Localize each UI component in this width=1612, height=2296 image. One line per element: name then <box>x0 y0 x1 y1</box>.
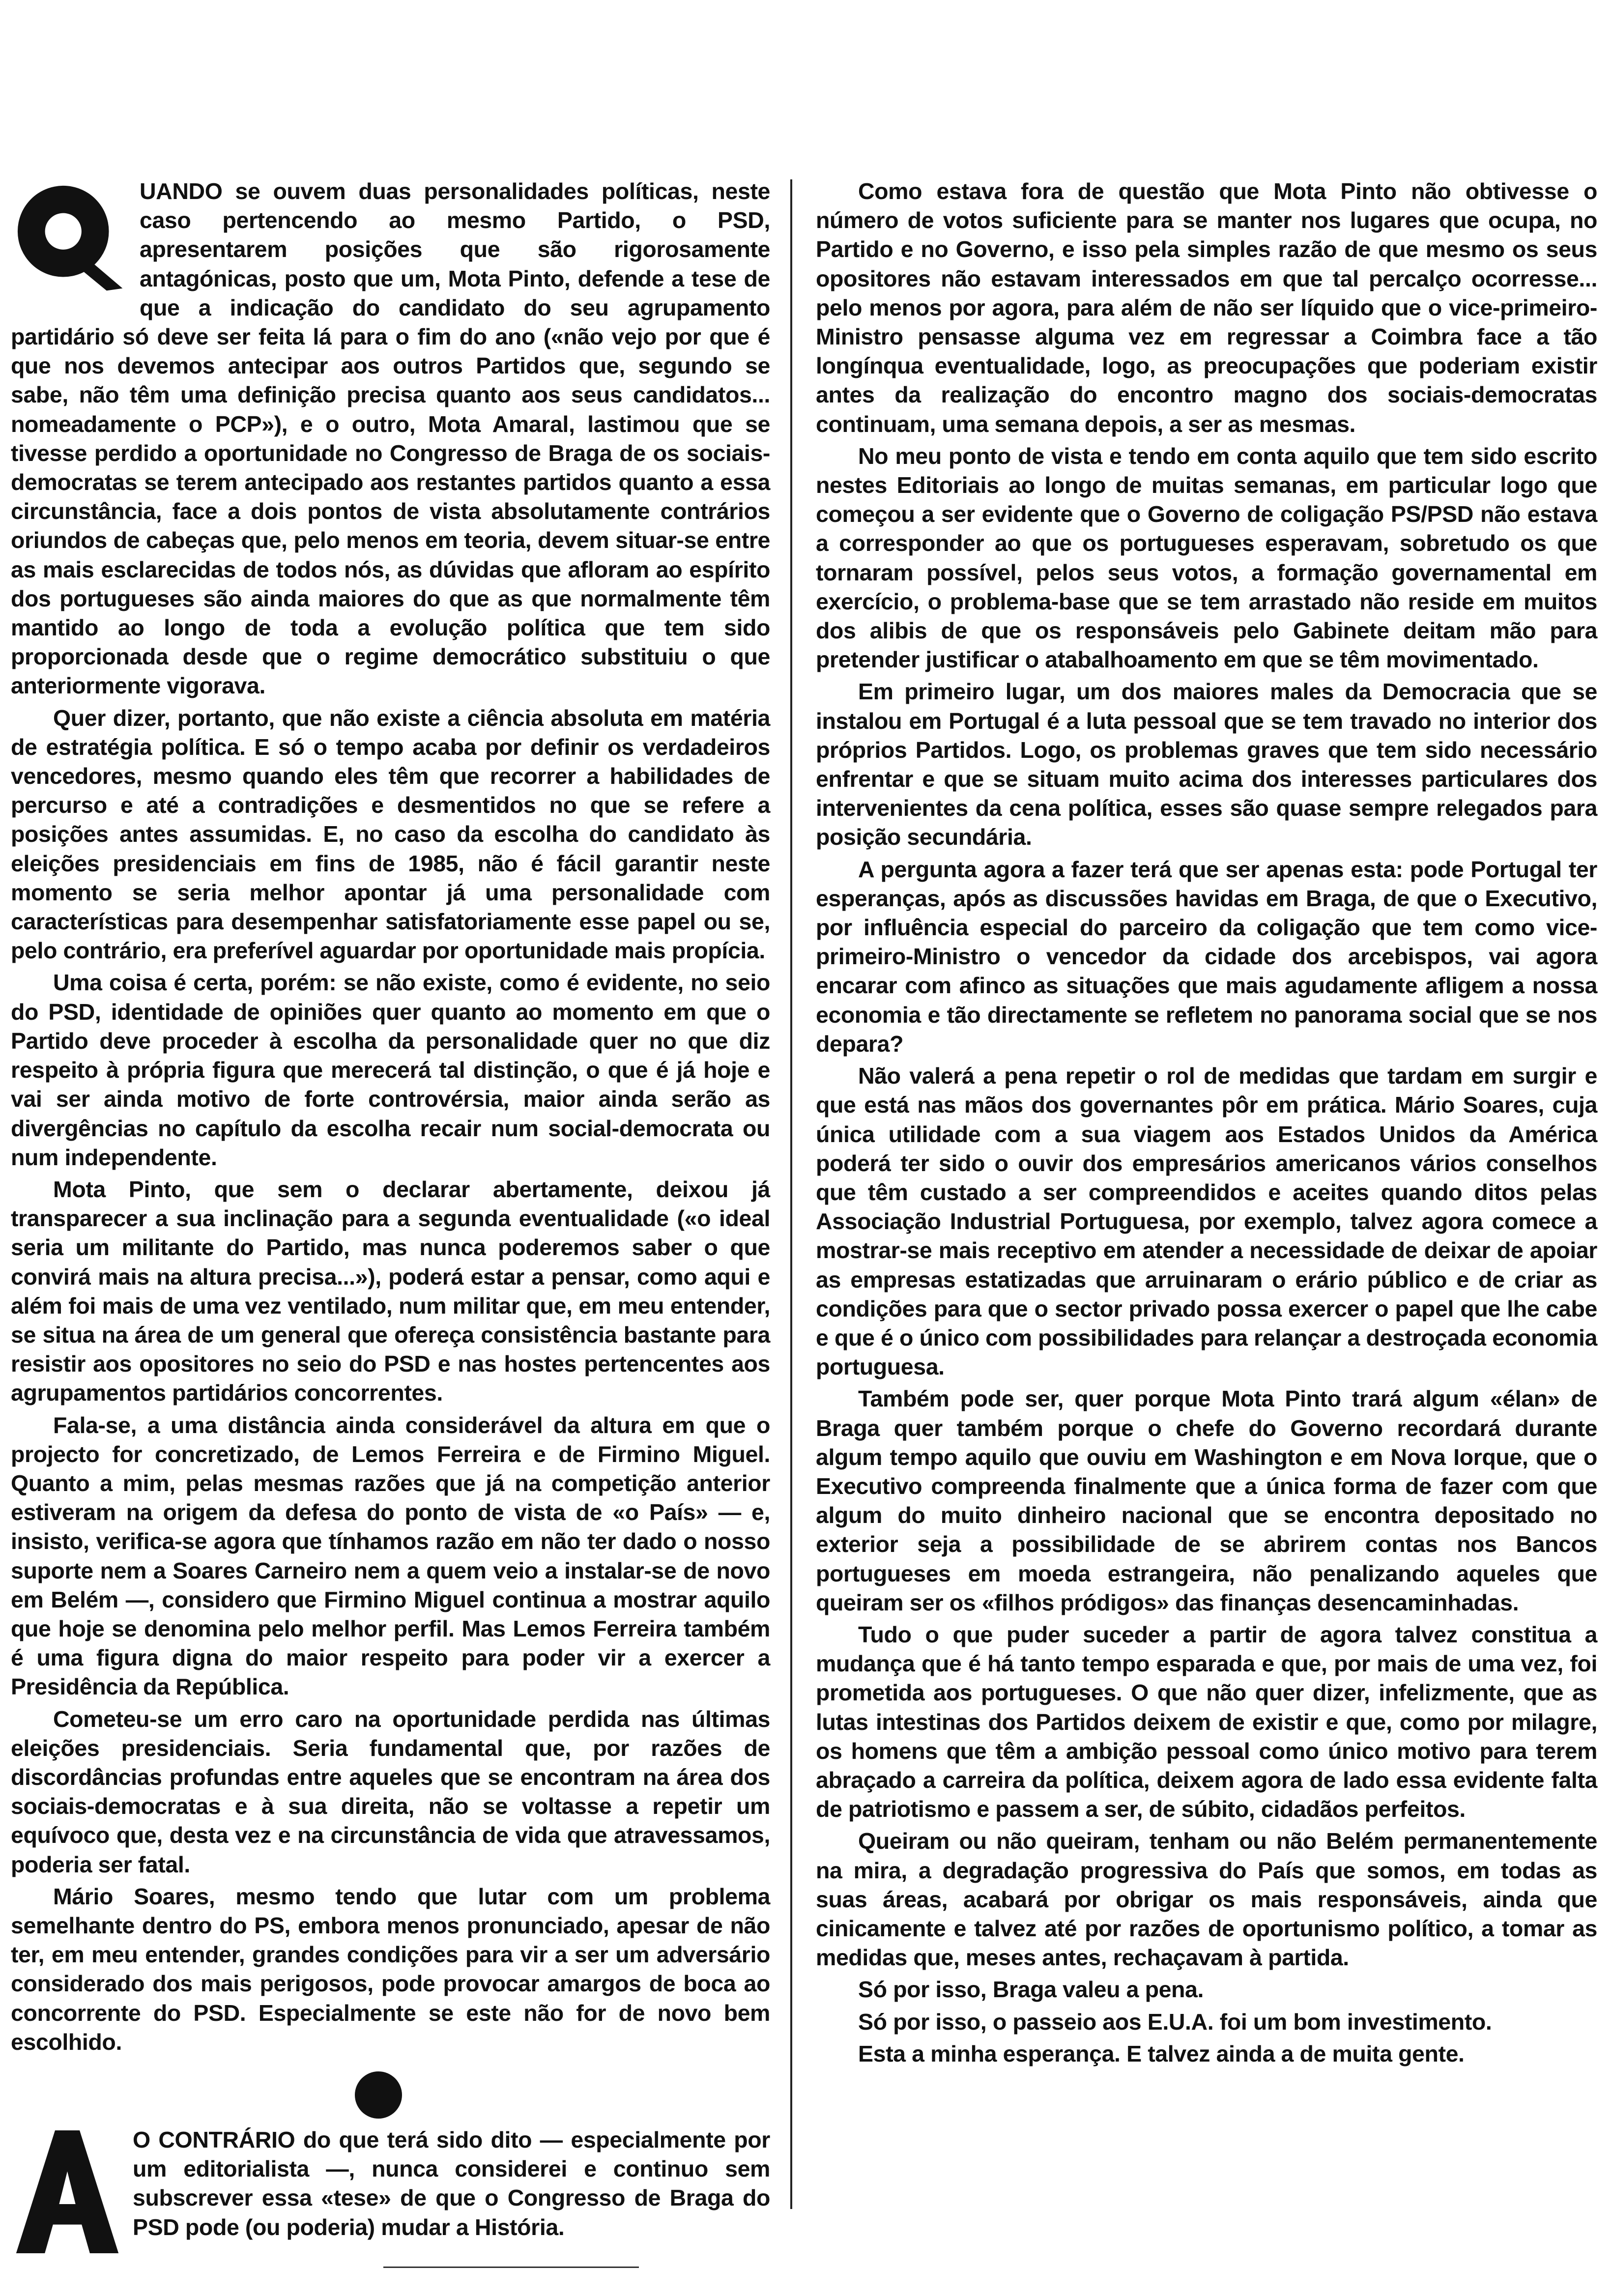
bottom-rule <box>383 2267 639 2268</box>
article-paragraph: Como estava fora de questão que Mota Pinto não obtivesse o número de votos suficiente para se manter nos lugares que ocupa, no Partido e no Governo, e isso pela simples razão de que mesmo os seus opositores não estavam interessados em que tal percalço ocorresse... pelo menos por agora, para além de não ser líquido que o vice-primeiro-Ministro pensasse alguma vez em regressar a Coimbra face a tão longínqua eventualidade, logo, as preocupações que poderiam existir antes da realização do encontro magno dos sociais-democratas continuam, uma semana depois, a ser as mesmas. <box>816 178 1597 437</box>
dropcap-q <box>11 179 125 293</box>
article-paragraph: Mota Pinto, que sem o declarar abertamente, deixou já transparecer a sua inclinação para a segunda eventualidade («o ideal seria um militante do Partido, mas nunca poderemos saber o que convirá mais na altura precisa...»), poderá estar a pensar, como aqui e além foi mais de uma vez ventilado, num militar que, em meu entender, se situa na área de um general que ofereça consistência bastante para resistir aos opositores no seio do PSD e nas hostes pertencentes aos agrupamentos partidários concorrentes. <box>11 1176 770 1406</box>
article-paragraph: Quer dizer, portanto, que não existe a ciência absoluta em matéria de estratégia política. E só o tempo acaba por definir os verdadeiros vencedores, mesmo quando eles têm que recorrer a habilidades de percurso e até a contradições e desmentidos no que se refere a posições antes assumidas. E, no caso da escolha do candidato às eleições presidenciais em fins de 1985, não é fácil garantir neste momento se seria melhor apontar já uma personalidade com características para desempenhar satisfatoriamente esse papel ou se, pelo contrário, era preferível aguardar por oportunidade mais propícia. <box>11 705 770 964</box>
dropcap-a-glyph <box>16 2130 119 2253</box>
left-column <box>11 177 770 2253</box>
article-paragraph: Cometeu-se um erro caro na oportunidade perdida nas últimas eleições presidenciais. Seria fundamental que, por razões de discordâncias profundas entre aqueles que se encontram na área dos sociais-democratas e à sua direita, não se voltasse a repetir um equívoco que, desta vez e na circunstância de vida que atravessamos, poderia ser fatal. <box>11 1706 770 1877</box>
article-paragraph: A pergunta agora a fazer terá que ser apenas esta: pode Portugal ter esperanças, após as discussões havidas em Braga, de que o Executivo, por influência especial do parceiro da coligação que tem como vice-primeiro-Ministro o vencedor da cidade dos arcebispos, vai agora encarar com afinco as situações que mais agudamente afligem a nossa economia e tão directamente se refletem no panorama social que se nos depara? <box>816 856 1597 1057</box>
article-paragraph: Queiram ou não queiram, tenham ou não Belém permanentemente na mira, a degradação progressiva do País que somos, em todas as suas áreas, acabará por obrigar os mais responsáveis, ainda que cinicamente e talvez até por razões de oportunismo político, a tomar as medidas que, meses antes, rechaçavam à partida. <box>816 1828 1597 1971</box>
article-paragraph: Fala-se, a uma distância ainda considerável da altura em que o projecto for concretizado, de Lemos Ferreira e de Firmino Miguel. Quanto a mim, pelas mesmas razões que já na competição anterior estiveram na origem da defesa do ponto de vista de «o País» — e, insisto, verifica-se agora que tínhamos razão em não ter dado o nosso suporte nem a Soares Carneiro nem a quem veio a instalar-se de novo em Belém —, considero que Firmino Miguel continua a mostrar aquilo que hoje se denomina pelo melhor perfil. Mas Lemos Ferreira também é uma figura digna do maior respeito para poder vir a exercer a Presidência da República. <box>11 1412 770 1700</box>
closing-paragraph: O CONTRÁRIO do que terá sido dito — especialmente por um editorialista —, nunca considerei e continuo sem subscrever essa «tese» de que o Congresso de Braga do PSD pode (ou poderia) mudar a História. <box>133 2127 770 2240</box>
right-column <box>816 177 1597 2071</box>
dropcap-q-glyph <box>11 179 125 293</box>
article-paragraph: Em primeiro lugar, um dos maiores males da Democracia que se instalou em Portugal é a luta pessoal que se tem travado no interior dos próprios Partidos. Logo, os problemas graves que tem sido necessário enfrentar e que se situam muito acima dos interesses particulares dos intervenientes da cena política, esses são quase sempre relegados para posição secundária. <box>816 679 1597 850</box>
column-divider <box>790 179 792 2209</box>
article-paragraph: Mário Soares, mesmo tendo que lutar com um problema semelhante dentro do PS, embora menos pronunciado, apesar de não ter, em meu entender, grandes condições para vir a ser um adversário considerado dos mais perigosos, pode provocar amargos de boca ao concorrente do PSD. Especialmente se este não for de novo bem escolhido. <box>11 1883 770 2055</box>
article-paragraph: Não valerá a pena repetir o rol de medidas que tardam em surgir e que está nas mãos dos governantes pôr em prática. Mário Soares, cuja única utilidade com a sua viagem aos Estados Unidos da América poderá ter sido o ouvir dos empresários americanos vários conselhos que têm custado a ser compreendidos e aceites quando ditos pelas Associação Industrial Portuguesa, por exemplo, talvez agora comece a mostrar-se mais receptivo em atender a necessidade de deixar de apoiar as empresas estatizadas que arruinaram o erário público e de criar as condições para que o sector privado possa exercer o papel que lhe cabe e que é o único com possibilidades para relançar a destroçada economia portuguesa. <box>816 1063 1597 1380</box>
article-paragraph: Esta a minha esperança. E talvez ainda a de muita gente. <box>858 2040 1465 2066</box>
article-paragraph: Só por isso, o passeio aos E.U.A. foi um bom investimento. <box>858 2009 1492 2035</box>
section-dot-ornament <box>355 2071 402 2119</box>
article-paragraph: Também pode ser, quer porque Mota Pinto trará algum «élan» de Braga quer também porque o chefe do Governo recordará durante algum tempo aquilo que ouviu em Washington e em Nova Iorque, que o Executivo compreenda finalmente que a única forma de fazer com que algum do muito dinheiro nacional que se encontra depositado no exterior seja a possibilidade de se abrirem contas nos Bancos portugueses em moeda estrangeira, não penalizando aqueles que queiram ser os «filhos pródigos» das finanças desencaminhadas. <box>816 1386 1597 1615</box>
article-paragraph: Uma coisa é certa, porém: se não existe, como é evidente, no seio do PSD, identidade de opiniões quer quanto ao momento em que o Partido deve proceder à escolha da personalidade quer no que diz respeito à própria figura que merecerá tal distinção, o que é já hoje e vai ser ainda motivo de forte controvérsia, maior ainda serão as divergências no capítulo da escolha recair num social-democrata ou num independente. <box>11 970 770 1170</box>
article-paragraph: No meu ponto de vista e tendo em conta aquilo que tem sido escrito nestes Editoriais ao longo de muitas semanas, em particular logo que começou a ser evidente que o Governo de coligação PS/PSD não estava a corresponder ao que os portugueses esperavam, sobretudo os que tornaram possível, pelos seus votos, a formação governamental em exercício, o problema-base que se tem arrastado não reside em muitos dos alibis de que os responsáveis pelo Gabinete deitam mão para pretender justificar o atabalhoamento em que se têm movimentado. <box>816 443 1597 673</box>
article-paragraph: Só por isso, Braga valeu a pena. <box>858 1977 1204 2003</box>
dropcap-a <box>16 2130 119 2253</box>
article-paragraph: Tudo o que puder suceder a partir de agora talvez constitua a mudança que é há tanto tempo esparada e que, por mais de uma vez, foi prometida aos portugueses. O que não quer dizer, infelizmente, que as lutas intestinas dos Partidos deixem de existir e que, como por milagre, os homens que têm a ambição pessoal como único motivo para terem abraçado a carreira da política, deixem agora de lado essa evidente falta de patriotismo e passem a ser, de súbito, cidadãos perfeitos. <box>816 1621 1597 1822</box>
article-paragraph: UANDO se ouvem duas personalidades políticas, neste caso pertencendo ao mesmo Partido, o PSD, apresentarem posições que são rigorosamente antagónicas, posto que um, Mota Pinto, defende a tese de que a indicação do candidato do seu agrupamento partidário só deve ser feita lá para o fim do ano («não vejo por que é que nos devemos antecipar aos outros Partidos que, segundo se sabe, não têm uma definição precisa quanto aos seus candidatos... nomeadamente o PCP»), e o outro, Mota Amaral, lastimou que se tivesse perdido a oportunidade no Congresso de Braga de os sociais-democratas se terem antecipado aos restantes partidos quanto a essa circunstância, face a dois pontos de vista absolutamente contrários oriundos de cabeças que, pelo menos em teoria, devem situar-se entre as mais esclarecidas de todos nós, as dúvidas que afloram ao espírito dos portugueses são ainda maiores do que as que normalmente têm mantido ao longo de toda a evolução política que tem sido proporcionada desde que o regime democrático substituiu o que anteriormente vigorava. <box>11 178 770 699</box>
